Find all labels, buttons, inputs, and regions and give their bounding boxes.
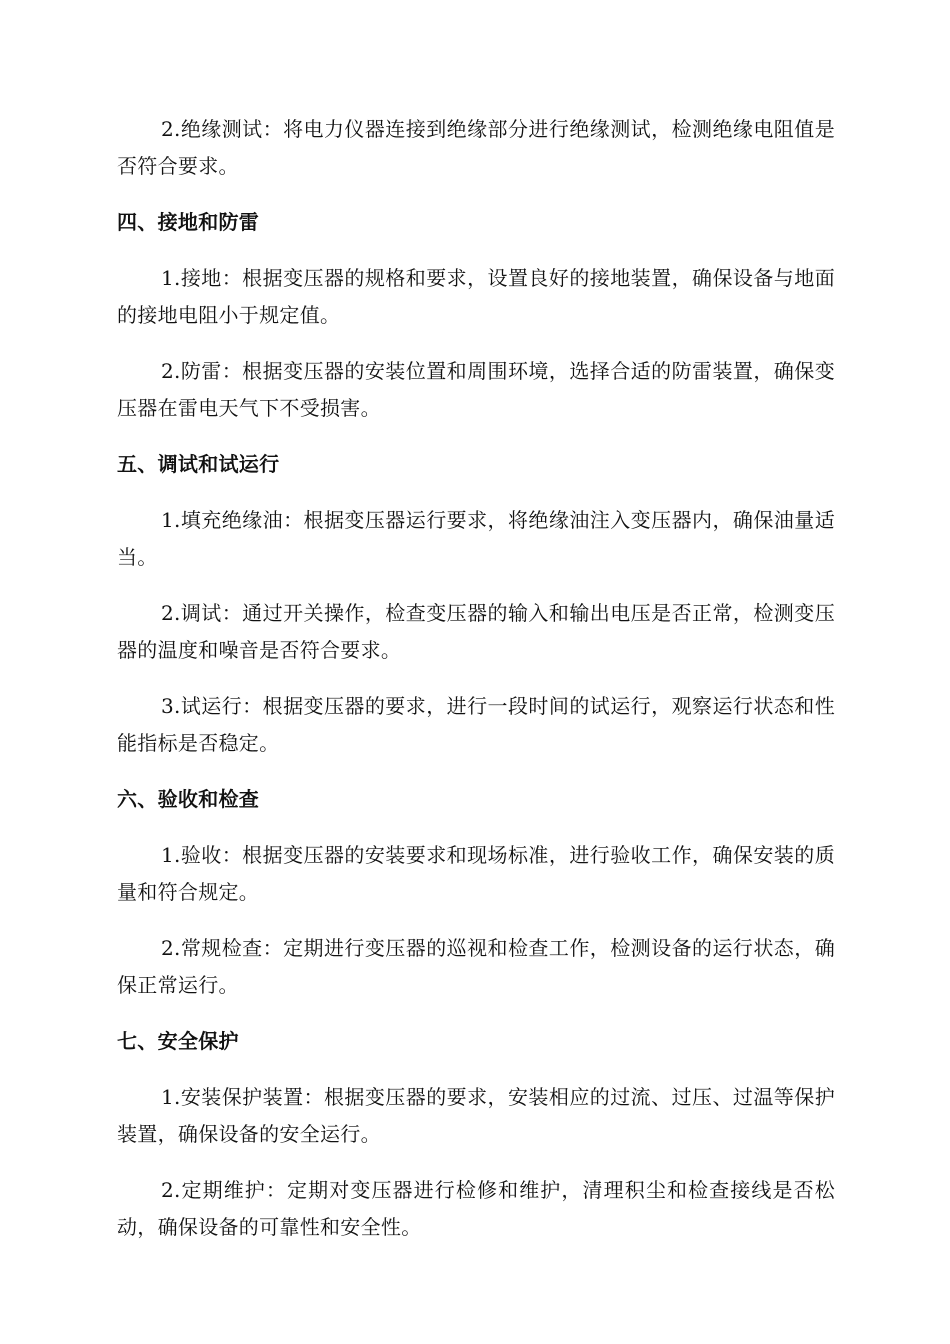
section-heading-safety: 七、安全保护 xyxy=(117,1029,239,1053)
section-heading-grounding: 四、接地和防雷 xyxy=(117,210,260,234)
paragraph-protection-devices: 1.安装保护装置：根据变压器的要求，安装相应的过流、过压、过温等保护装置，确保设备的安全运行。 xyxy=(117,1085,835,1146)
paragraph-routine-inspection: 2.常规检查：定期进行变压器的巡视和检查工作，检测设备的运行状态，确保正常运行。 xyxy=(117,936,835,997)
paragraph-trial-run: 3.试运行：根据变压器的要求，进行一段时间的试运行，观察运行状态和性能指标是否稳定。 xyxy=(117,694,835,755)
section-heading-acceptance: 六、验收和检查 xyxy=(117,787,260,811)
paragraph-acceptance: 1.验收：根据变压器的安装要求和现场标准，进行验收工作，确保安装的质量和符合规定。 xyxy=(117,843,835,904)
paragraph-lightning-protection: 2.防雷：根据变压器的安装位置和周围环境，选择合适的防雷装置，确保变压器在雷电天气下不受损害。 xyxy=(117,359,835,420)
section-heading-commissioning: 五、调试和试运行 xyxy=(117,452,280,476)
paragraph-insulation-test: 2.绝缘测试：将电力仪器连接到绝缘部分进行绝缘测试，检测绝缘电阻值是否符合要求。 xyxy=(117,117,835,178)
paragraph-grounding: 1.接地：根据变压器的规格和要求，设置良好的接地装置，确保设备与地面的接地电阻小于规定值。 xyxy=(117,266,835,327)
paragraph-fill-oil: 1.填充绝缘油：根据变压器运行要求，将绝缘油注入变压器内，确保油量适当。 xyxy=(117,508,835,569)
document-body xyxy=(117,111,835,1265)
paragraph-debugging: 2.调试：通过开关操作，检查变压器的输入和输出电压是否正常，检测变压器的温度和噪音是否符合要求。 xyxy=(117,601,835,662)
paragraph-maintenance: 2.定期维护：定期对变压器进行检修和维护，清理积尘和检查接线是否松动，确保设备的可靠性和安全性。 xyxy=(117,1178,835,1239)
